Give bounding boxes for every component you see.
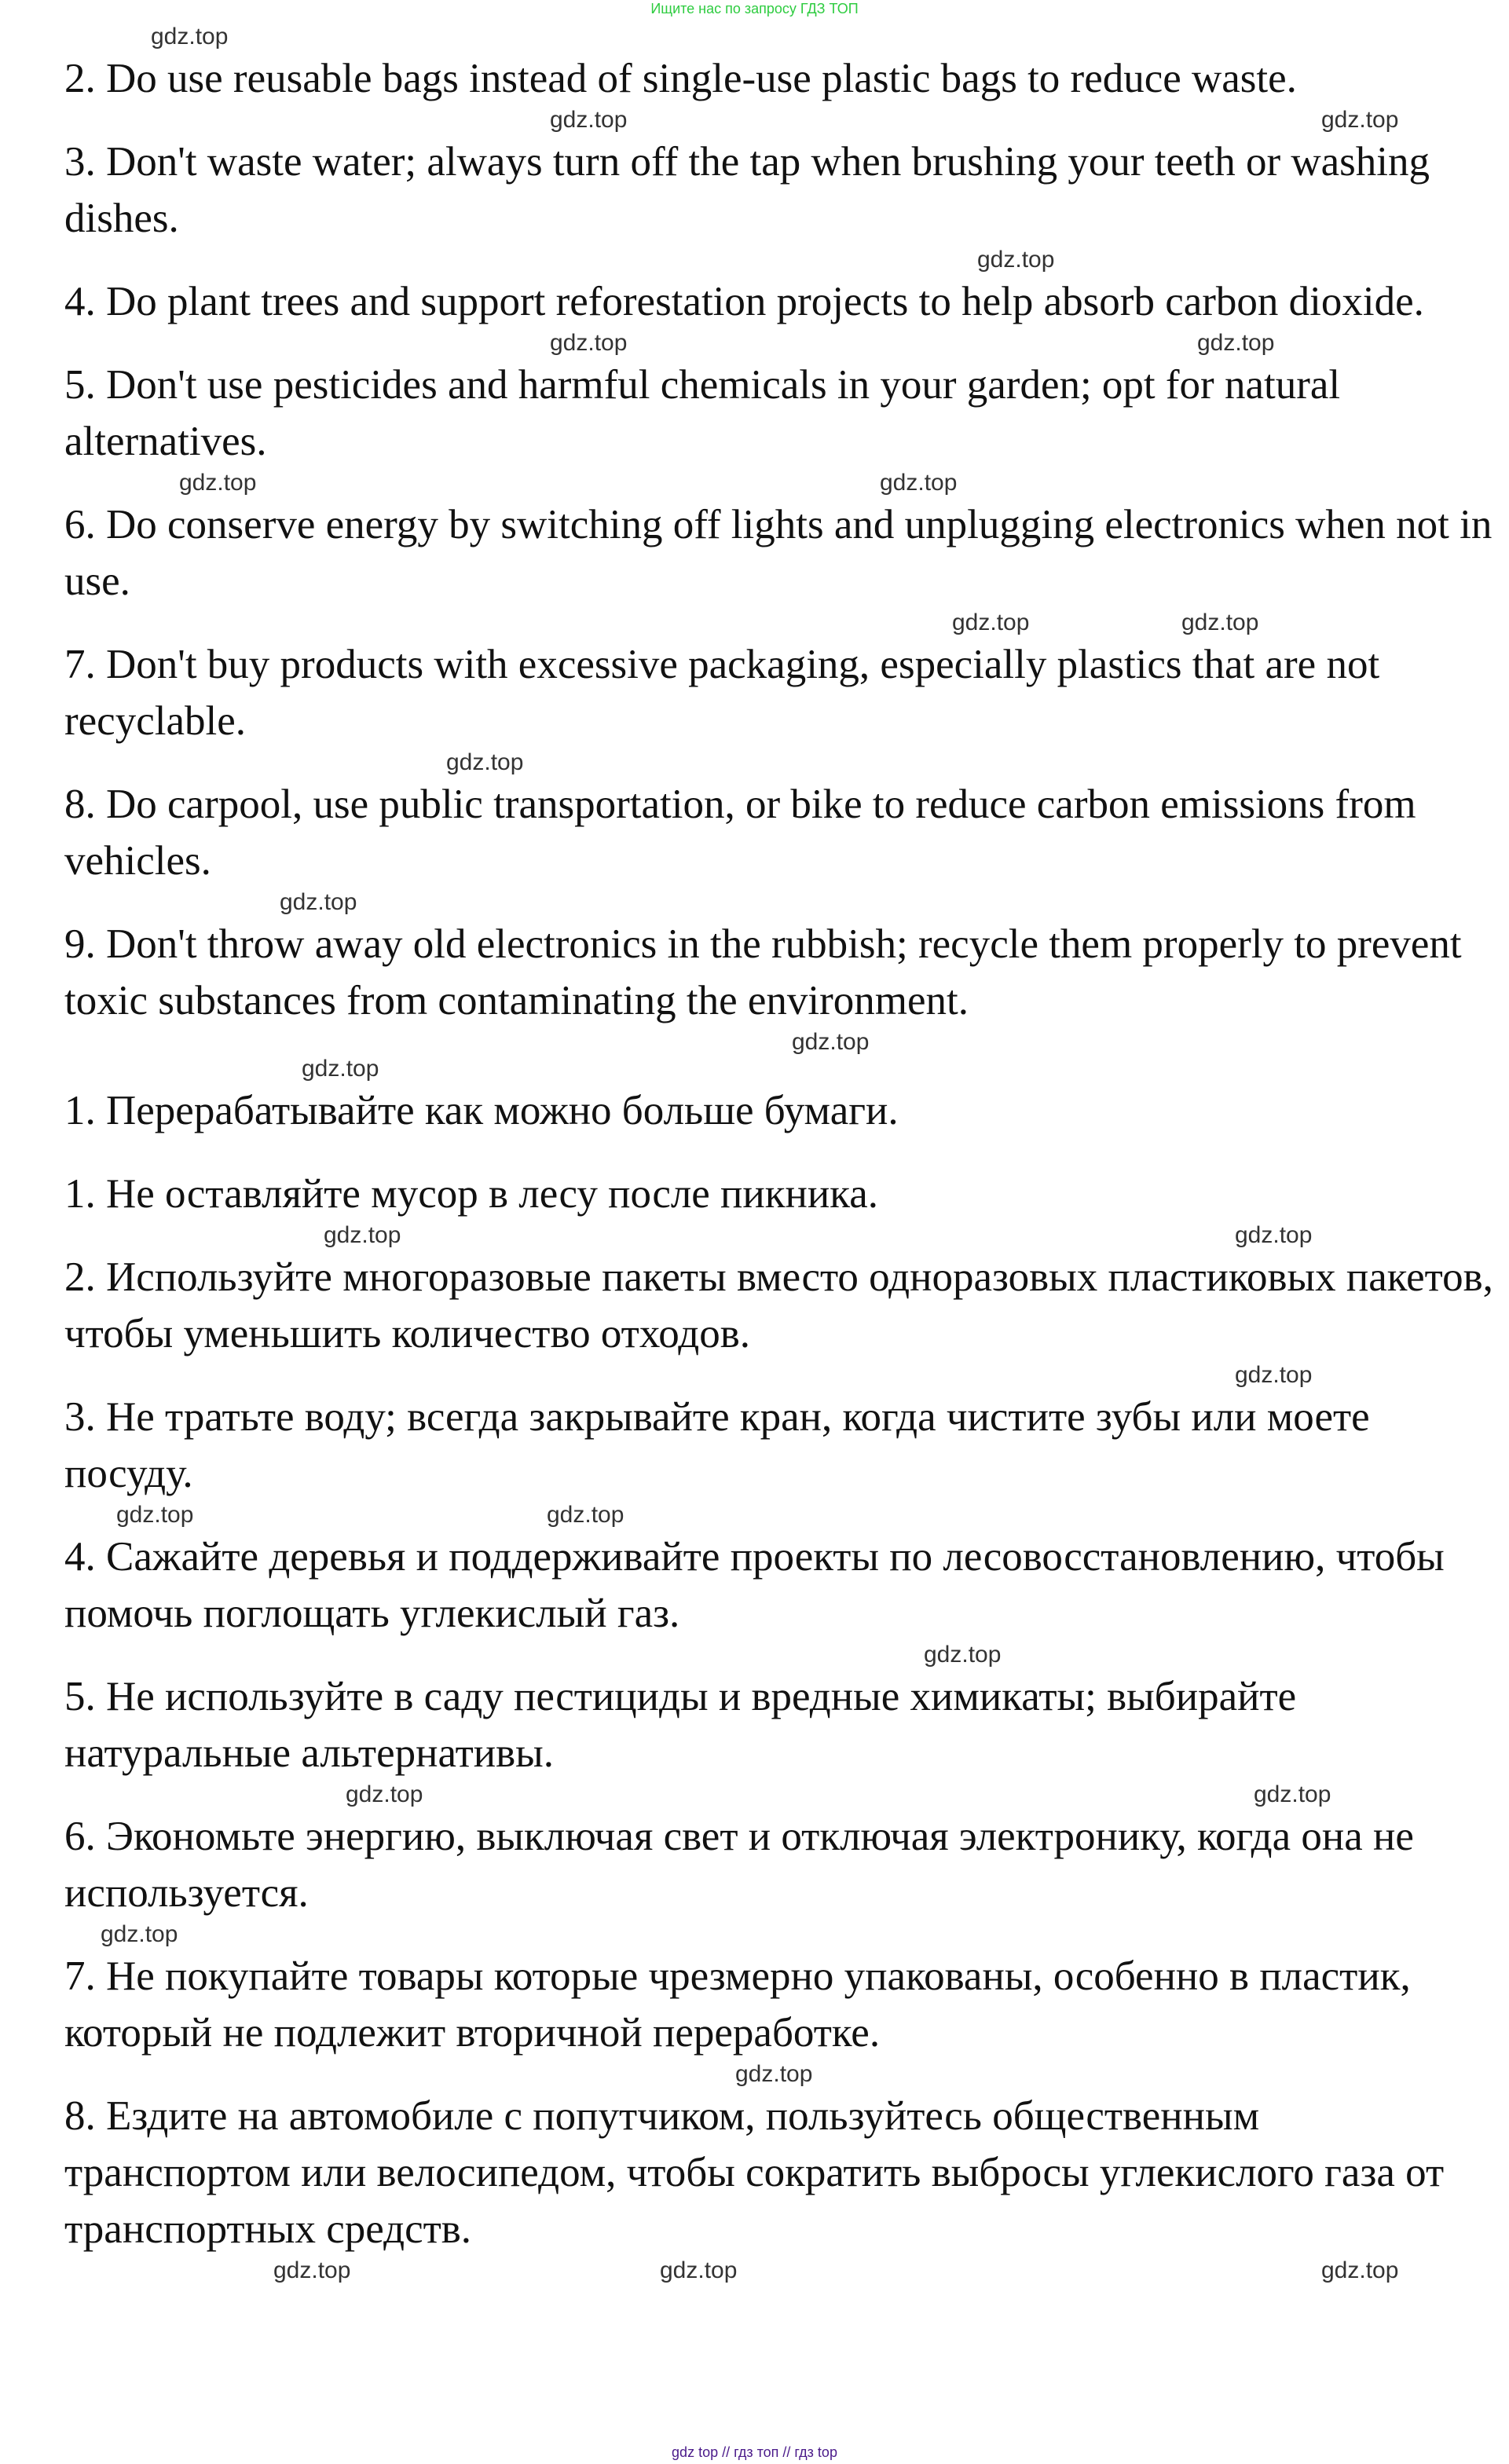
watermark-row [64, 1362, 1494, 1389]
watermark-row [64, 2257, 1494, 2284]
watermark-row [64, 1502, 1494, 1529]
watermark-row [64, 749, 1494, 776]
watermark: gdz.top [280, 889, 357, 915]
watermark: gdz.top [179, 470, 257, 496]
watermark-row [64, 2061, 1494, 2088]
watermark: gdz.top [151, 24, 229, 49]
answer-content [64, 24, 1494, 2284]
watermark: gdz.top [302, 1056, 379, 1082]
watermark-row [64, 1921, 1494, 1948]
watermark-row [64, 1781, 1494, 1808]
watermark-row [64, 24, 1494, 50]
watermark: gdz.top [346, 1781, 423, 1807]
russian-item: 1. Перерабатывайте как можно больше бумаги. [64, 1088, 899, 1133]
watermark: gdz.top [1321, 2257, 1399, 2283]
watermark: gdz.top [116, 1502, 194, 1528]
watermark: gdz.top [550, 330, 628, 356]
russian-item: 3. Не тратьте воду; всегда закрывайте кран, когда чистите зубы или моете посуду. [64, 1394, 1370, 1496]
watermark: gdz.top [792, 1029, 870, 1055]
watermark-row [64, 1139, 1494, 1166]
watermark: gdz.top [735, 2061, 813, 2087]
watermark: gdz.top [1235, 1222, 1313, 1248]
footer-links: gdz top // гдз топ // гдз top [672, 2444, 837, 2460]
watermark: gdz.top [880, 470, 958, 496]
watermark: gdz.top [924, 1642, 1002, 1668]
russian-item: 2. Используйте многоразовые пакеты вместо одноразовых пластиковых пакетов, чтобы уменьшить количество отходов. [64, 1254, 1493, 1356]
watermark-row [64, 1642, 1494, 1668]
search-banner: Ищите нас по запросу ГДЗ ТОП [650, 1, 859, 16]
watermark: gdz.top [324, 1222, 401, 1248]
watermark-row [64, 1029, 1494, 1082]
watermark-row [64, 247, 1494, 273]
watermark: gdz.top [446, 749, 524, 775]
watermark-row [64, 1222, 1494, 1249]
russian-item: 4. Сажайте деревья и поддерживайте проекты по лесовосстановлению, чтобы помочь поглощать углекислый газ. [64, 1534, 1445, 1636]
english-item: 5. Don't use pesticides and harmful chemicals in your garden; opt for natural alternatives. [64, 362, 1341, 464]
watermark: gdz.top [1197, 330, 1275, 356]
english-item: 3. Don't waste water; always turn off the tap when brushing your teeth or washing dishes. [64, 139, 1430, 241]
watermark: gdz.top [1181, 610, 1259, 635]
russian-item: 6. Экономьте энергию, выключая свет и отключая электронику, когда она не используется. [64, 1814, 1414, 1916]
watermark-row [64, 470, 1494, 496]
watermark-row [64, 610, 1494, 636]
russian-item: 1. Не оставляйте мусор в лесу после пикника. [64, 1171, 878, 1217]
watermark: gdz.top [547, 1502, 624, 1528]
russian-item: 7. Не покупайте товары которые чрезмерно упакованы, особенно в пластик, который не подлежит вторичной переработке. [64, 1953, 1411, 2056]
russian-item: 8. Ездите на автомобиле с попутчиком, пользуйтесь общественным транспортом или велосипедом, чтобы сократить выбросы углекислого газа от транспортных средств. [64, 2093, 1445, 2252]
watermark: gdz.top [1254, 1781, 1331, 1807]
watermark: gdz.top [1321, 107, 1399, 133]
watermark: gdz.top [977, 247, 1055, 273]
watermark-row [64, 330, 1494, 357]
watermark: gdz.top [273, 2257, 351, 2283]
english-item: 4. Do plant trees and support reforestation projects to help absorb carbon dioxide. [64, 279, 1424, 324]
watermark-row [64, 889, 1494, 916]
watermark: gdz.top [1235, 1362, 1313, 1388]
english-item: 6. Do conserve energy by switching off lights and unplugging electronics when not in use. [64, 502, 1493, 604]
watermark: gdz.top [952, 610, 1030, 635]
english-item: 2. Do use reusable bags instead of single-use plastic bags to reduce waste. [64, 56, 1297, 101]
english-item: 7. Don't buy products with excessive packaging, especially plastics that are not recyclable. [64, 642, 1380, 744]
english-item: 8. Do carpool, use public transportation, or bike to reduce carbon emissions from vehicles. [64, 782, 1416, 884]
english-item: 9. Don't throw away old electronics in the rubbish; recycle them properly to prevent toxic substances from contaminating the environment. [64, 921, 1462, 1023]
watermark: gdz.top [660, 2257, 738, 2283]
watermark: gdz.top [101, 1921, 178, 1947]
watermark: gdz.top [550, 107, 628, 133]
watermark-row [64, 107, 1494, 134]
russian-item: 5. Не используйте в саду пестициды и вредные химикаты; выбирайте натуральные альтернативы. [64, 1674, 1297, 1776]
